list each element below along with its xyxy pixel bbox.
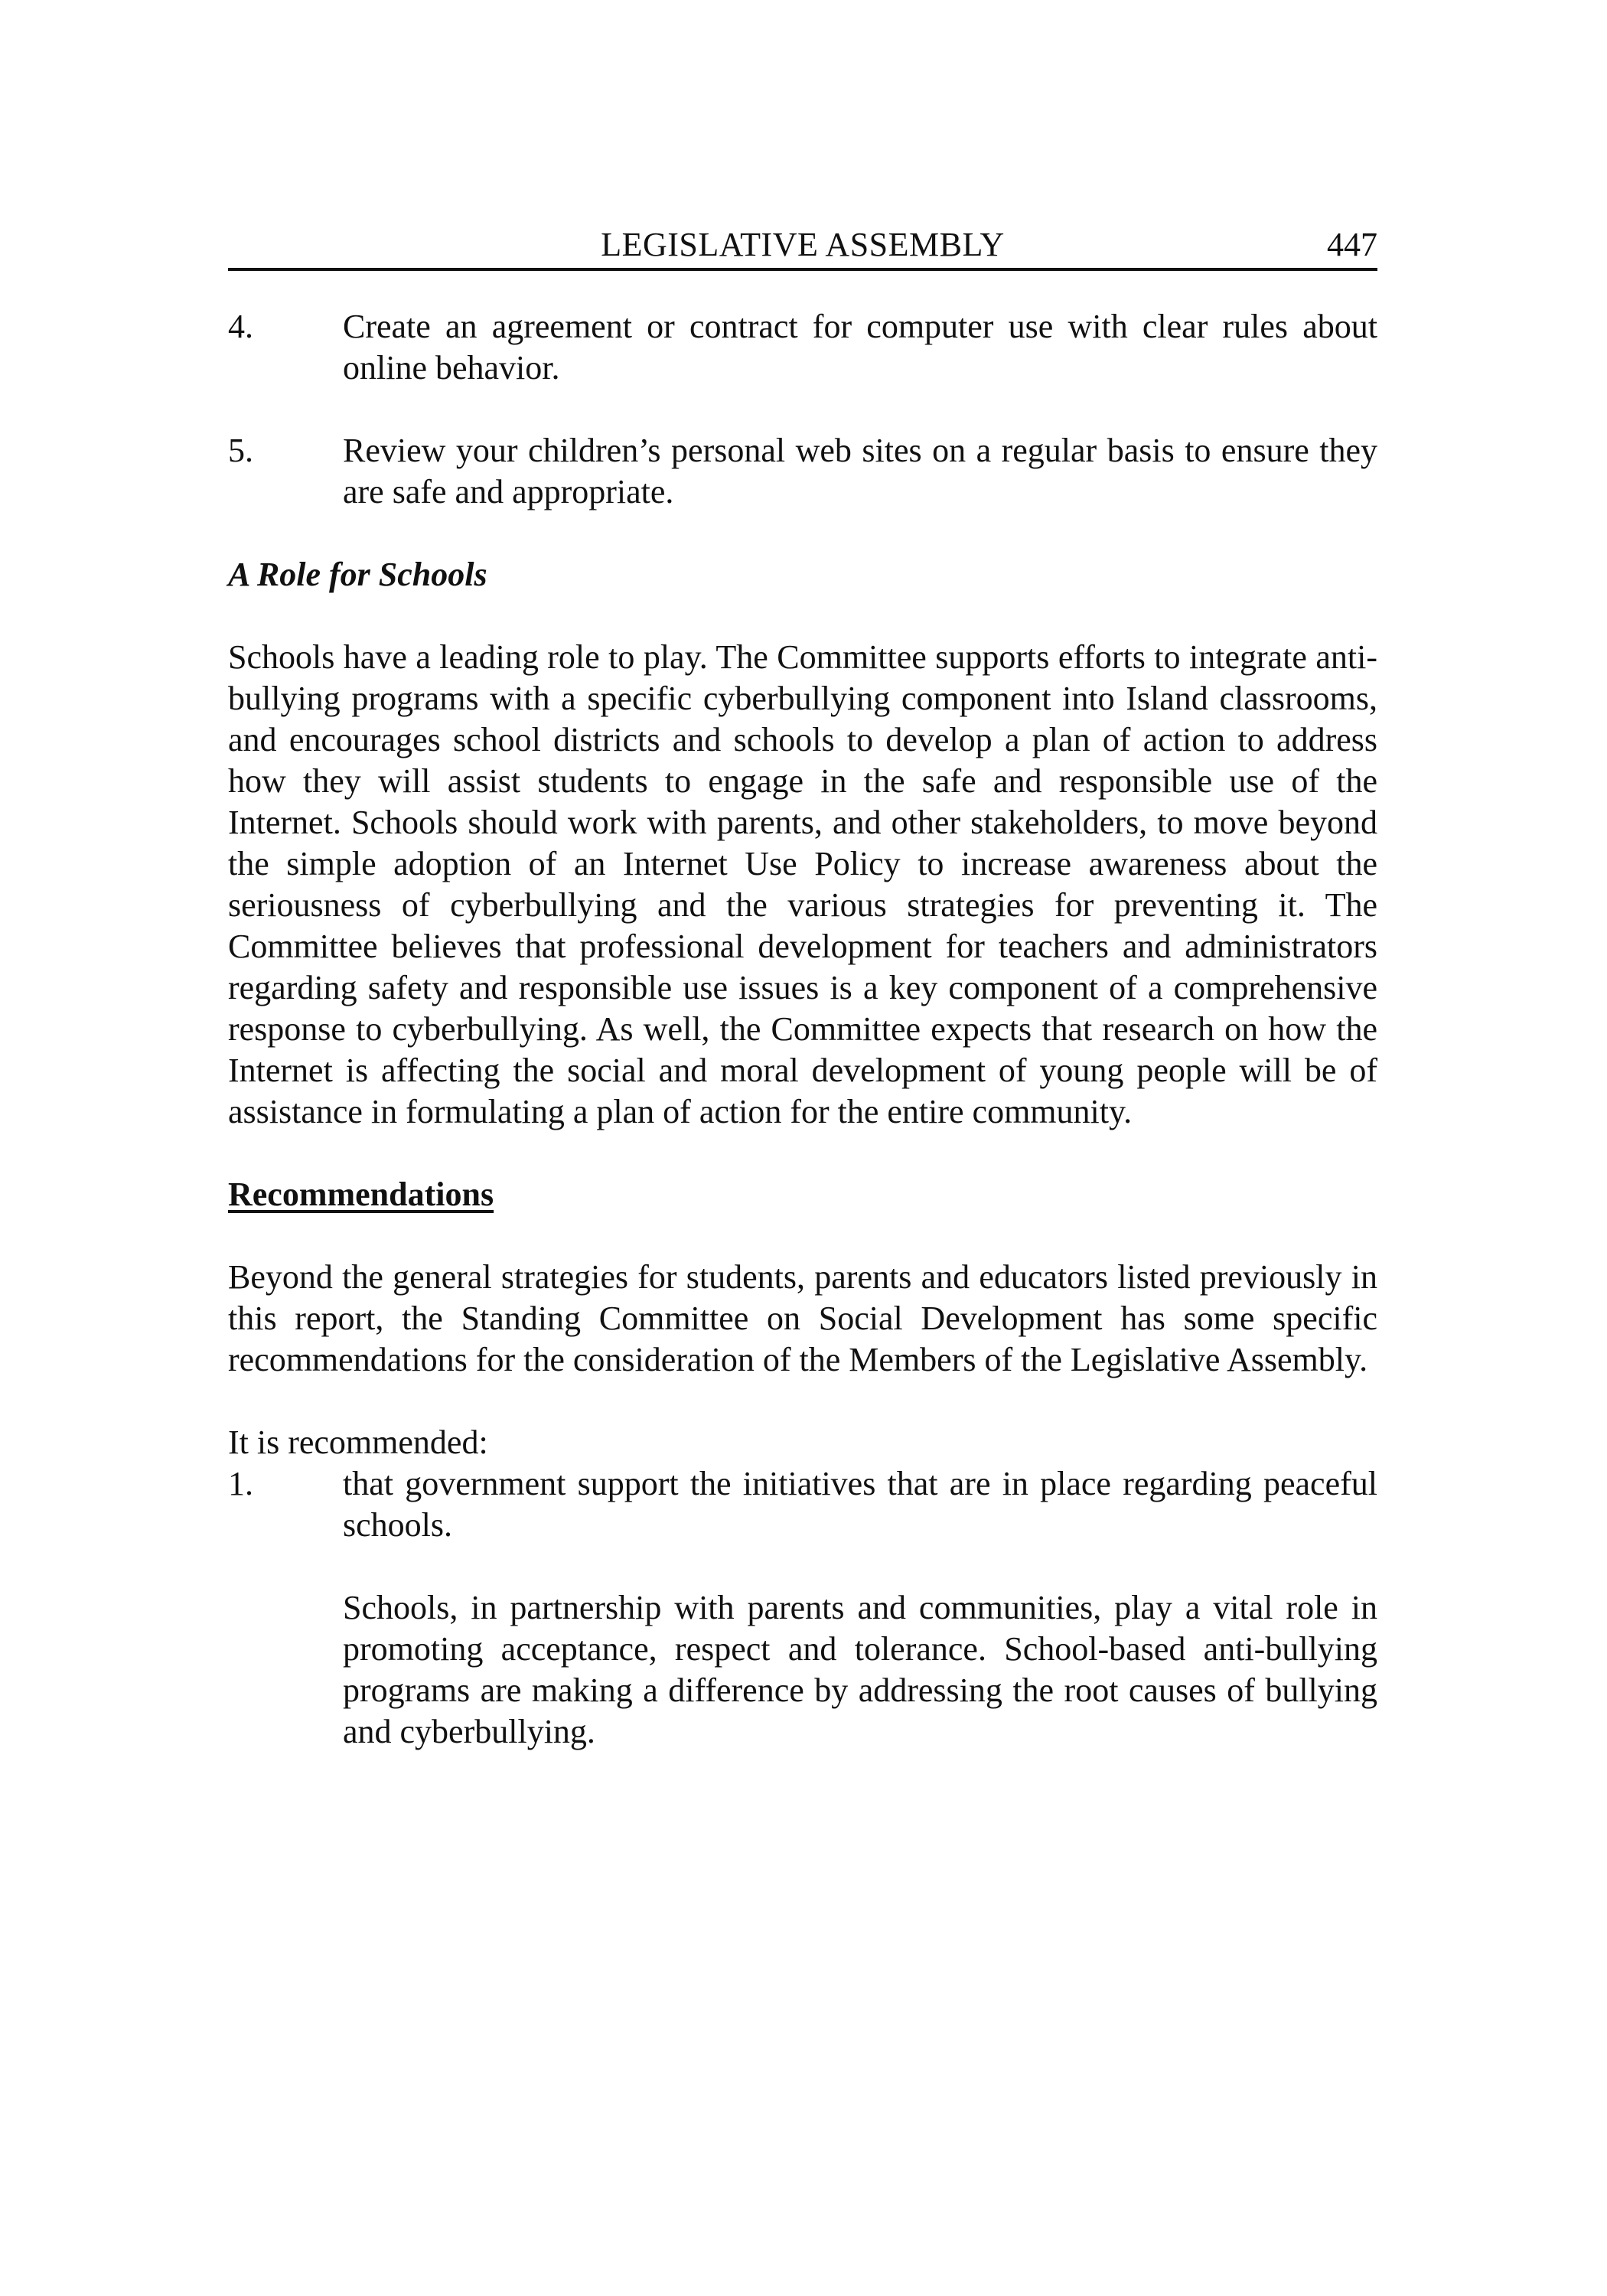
list-item-text: Create an agreement or contract for computer use with clear rules about online behavior. (343, 308, 1377, 386)
section-heading-recommendations: Recommendations (228, 1176, 494, 1213)
list-item-text: Review your children’s personal web sites on a regular basis to ensure they are safe and appropriate. (343, 432, 1377, 510)
recommendation-item (228, 1463, 1377, 1546)
header-title: LEGISLATIVE ASSEMBLY (601, 226, 1005, 263)
list-item-number: 4. (228, 308, 253, 345)
page-number: 447 (1327, 226, 1377, 263)
recommendations-intro: Beyond the general strategies for students, parents and educators listed previously in this report, the Standing Committee on Social Development has some specific recommendations for the consideration of the Members of the Legislative Assembly. (228, 1258, 1377, 1378)
recommendation-text: that government support the initiatives that are in place regarding peaceful schools. (343, 1465, 1377, 1544)
document-body (228, 306, 1377, 1753)
recommendations-lead: It is recommended: (228, 1424, 488, 1461)
running-header (228, 222, 1377, 271)
section-heading-role-for-schools: A Role for Schools (228, 556, 487, 593)
recommendation-number: 1. (228, 1465, 253, 1502)
list-item-number: 5. (228, 432, 253, 469)
list-item (228, 306, 1377, 389)
document-page (228, 222, 1377, 1753)
recommendation-explanation: Schools, in partnership with parents and communities, play a vital role in promoting acceptance, respect and tolerance. School-based anti-bullying programs are making a difference by addressing the root causes of bullying and cyberbullying. (343, 1589, 1377, 1750)
role-for-schools-paragraph: Schools have a leading role to play. The Committee supports efforts to integrate anti-bullying programs with a specific cyberbullying component into Island classrooms, and encourages school districts and schools to develop a plan of action to address how they will assist students to engage in the safe and responsible use of the Internet. Schools should work with parents, and other stakeholders, to move beyond the simple adoption of an Internet Use Policy to increase awareness about the seriousness of cyberbullying and the various strategies for preventing it. The Committee believes that professional development for teachers and administrators regarding safety and responsible use issues is a key component of a comprehensive response to cyberbullying. As well, the Committee expects that research on how the Internet is affecting the social and moral development of young people will be of assistance in formulating a plan of action for the entire community. (228, 638, 1377, 1130)
list-item (228, 430, 1377, 513)
